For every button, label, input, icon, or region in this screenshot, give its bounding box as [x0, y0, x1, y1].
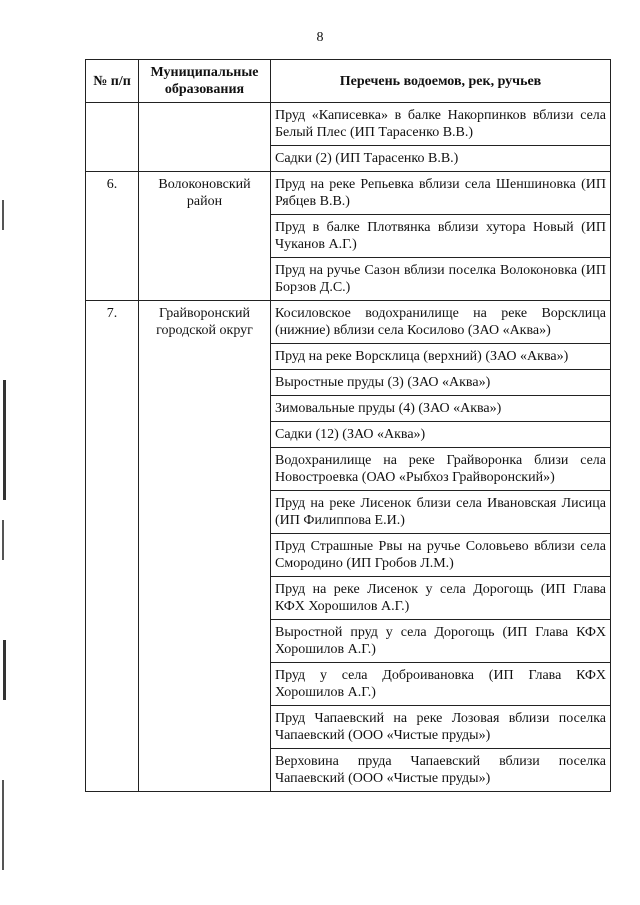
water-body-cell: Пруд Страшные Рвы на ручье Соловьево вблизи села Смородино (ИП Гробов Л.М.)	[271, 534, 611, 577]
water-body-cell: Пруд на реке Репьевка вблизи села Шеншиновка (ИП Рябцев В.В.)	[271, 172, 611, 215]
water-bodies-table-wrapper	[85, 59, 610, 792]
header-municipality: Муниципальные образования	[139, 60, 271, 103]
water-body-cell: Зимовальные пруды (4) (ЗАО «Аква»)	[271, 396, 611, 422]
water-body-cell: Пруд в балке Плотвянка вблизи хутора Новый (ИП Чуканов А.Г.)	[271, 215, 611, 258]
water-body-cell: Пруд «Каписевка» в балке Накорпинков вблизи села Белый Плес (ИП Тарасенко В.В.)	[271, 103, 611, 146]
water-body-cell: Водохранилище на реке Грайворонка близи села Новостроевка (ОАО «Рыбхоз Грайворонский»)	[271, 448, 611, 491]
water-body-cell: Пруд на реке Лисенок близи села Ивановская Лисица (ИП Филиппова Е.И.)	[271, 491, 611, 534]
water-body-cell: Пруд на ручье Сазон вблизи поселка Волоконовка (ИП Борзов Д.С.)	[271, 258, 611, 301]
water-body-cell: Выростной пруд у села Дорогощь (ИП Глава КФХ Хорошилов А.Г.)	[271, 620, 611, 663]
municipality-cell: Волоконовский район	[139, 172, 271, 301]
row-number-cell: 7.	[86, 301, 139, 792]
table-row	[86, 301, 611, 344]
page-number: 8	[316, 30, 324, 45]
water-body-cell: Косиловское водохранилище на реке Ворсклица (нижние) вблизи села Косилово (ЗАО «Аква»)	[271, 301, 611, 344]
row-number-cell	[86, 103, 139, 172]
water-body-cell: Пруд на реке Ворсклица (верхний) (ЗАО «Аква»)	[271, 344, 611, 370]
water-body-cell: Садки (12) (ЗАО «Аква»)	[271, 422, 611, 448]
table-row	[86, 172, 611, 215]
water-body-cell: Пруд на реке Лисенок у села Дорогощь (ИП Глава КФХ Хорошилов А.Г.)	[271, 577, 611, 620]
table-header-row	[86, 60, 611, 103]
row-number-cell: 6.	[86, 172, 139, 301]
municipality-cell: Грайворонский городской округ	[139, 301, 271, 792]
water-body-cell: Выростные пруды (3) (ЗАО «Аква»)	[271, 370, 611, 396]
table-body	[86, 103, 611, 792]
water-bodies-table	[85, 59, 611, 792]
water-body-cell: Верховина пруда Чапаевский вблизи поселка Чапаевский (ООО «Чистые пруды»)	[271, 749, 611, 792]
scan-edge-artifact	[0, 0, 14, 905]
header-number: № п/п	[86, 60, 139, 103]
header-water-bodies: Перечень водоемов, рек, ручьев	[271, 60, 611, 103]
table-row	[86, 103, 611, 146]
municipality-cell	[139, 103, 271, 172]
water-body-cell: Пруд у села Доброивановка (ИП Глава КФХ Хорошилов А.Г.)	[271, 663, 611, 706]
water-body-cell: Пруд Чапаевский на реке Лозовая вблизи поселка Чапаевский (ООО «Чистые пруды»)	[271, 706, 611, 749]
water-body-cell: Садки (2) (ИП Тарасенко В.В.)	[271, 146, 611, 172]
